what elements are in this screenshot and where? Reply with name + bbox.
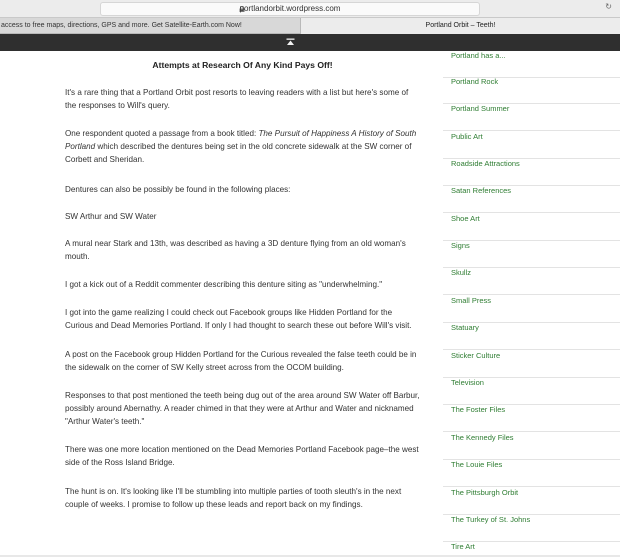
- sidebar-item-label: Roadside Attractions: [451, 159, 520, 168]
- url-field[interactable]: [100, 2, 480, 16]
- sidebar-item-skullz[interactable]: [443, 268, 620, 295]
- paragraph: There was one more location mentioned on the Dead Memories Portland Facebook page–the west side of the Ross Island Bridge.: [65, 445, 419, 468]
- tab-portland-orbit[interactable]: Portland Orbit – Teeth!: [300, 18, 620, 34]
- sidebar-item-statuary[interactable]: [443, 323, 620, 350]
- sidebar-item-portland-summer[interactable]: [443, 104, 620, 131]
- sidebar-item-television[interactable]: [443, 378, 620, 405]
- browser-address-bar: [0, 0, 620, 18]
- sidebar-item-label: Statuary: [451, 323, 479, 332]
- sidebar-item-label: Tire Art: [451, 542, 475, 551]
- scroll-top-icon[interactable]: [286, 38, 295, 47]
- sidebar-item-label: Sticker Culture: [451, 351, 501, 360]
- sidebar-item-label: The Pittsburgh Orbit: [451, 488, 519, 497]
- paragraph-text: One respondent quoted a passage from a book titled:: [65, 129, 259, 138]
- sidebar-item-the-foster-files[interactable]: [443, 405, 620, 432]
- sidebar-item-the-pittsburgh-orbit[interactable]: [443, 488, 620, 515]
- sidebar-item-signs[interactable]: [443, 241, 620, 268]
- paragraph: Dentures can also be possibly be found in the following places:: [65, 185, 291, 194]
- sidebar-item-label: Small Press: [451, 296, 492, 305]
- sidebar-item-label: The Turkey of St. Johns: [451, 515, 531, 524]
- sidebar-item-label: Portland Rock: [451, 77, 499, 86]
- sidebar-item-shoe-art[interactable]: [443, 214, 620, 241]
- sidebar-item-label: Portland Summer: [451, 104, 510, 113]
- paragraph: SW Arthur and SW Water: [65, 212, 157, 221]
- sidebar-item-label: The Kennedy Files: [451, 433, 514, 442]
- paragraph: [65, 127, 420, 167]
- paragraph: Responses to that post mentioned the teeth being dug out of the area around SW Water off Barbur, possibly around Abernathy. A reader chimed in that they were at Arthur and Water and nicknamed "Arthur Water's teeth.": [65, 391, 420, 427]
- paragraph-text: which described the dentures being set in the old concrete sidewalk at the SW corner of Corbett and Sheridan.: [65, 142, 412, 165]
- sidebar-item-public-art[interactable]: [443, 132, 620, 159]
- sidebar-item-label: Public Art: [451, 132, 483, 141]
- sidebar-item-label: Portland has a...: [451, 51, 506, 60]
- sidebar-item-label: The Louie Files: [451, 460, 503, 469]
- url-text: portlandorbit.wordpress.com: [239, 4, 341, 13]
- paragraph: A mural near Stark and 13th, was described as having a 3D denture flying from an old woman's mouth.: [65, 239, 406, 262]
- sidebar-item-portland-rock[interactable]: [443, 77, 620, 104]
- paragraph: The hunt is on. It's looking like I'll be stumbling into multiple parties of tooth sleuth's in the next couple of weeks. I promise to follow up these leads and report back on my findings.: [65, 487, 402, 510]
- paragraph: A post on the Facebook group Hidden Portland for the Curious revealed the false teeth could be in the sidewalk on the corner of SW Kelly street across from the OCOM building.: [65, 350, 417, 373]
- sidebar-item-portland-has[interactable]: [443, 51, 620, 78]
- section-title: Attempts at Research Of Any Kind Pays Off!: [152, 60, 333, 70]
- sidebar-item-label: Television: [451, 378, 484, 387]
- sidebar-item-label: Satan References: [451, 186, 512, 195]
- sidebar-item-the-louie-files[interactable]: [443, 460, 620, 487]
- sidebar-item-label: Signs: [451, 241, 470, 250]
- tab-satellite-earth[interactable]: access to free maps, directions, GPS and more. Get Satellite-Earth.com Now!: [1, 22, 242, 29]
- sidebar-item-the-kennedy-files[interactable]: [443, 433, 620, 460]
- sidebar-item-label: Shoe Art: [451, 214, 480, 223]
- sidebar-item-the-turkey-of-st-johns[interactable]: [443, 515, 620, 542]
- sidebar-item-label: The Foster Files: [451, 405, 506, 414]
- paragraph: I got into the game realizing I could check out Facebook groups like Hidden Portland for the Curious and Dead Memories Portland. If only I had thought to search these out before Will's visit.: [65, 308, 412, 331]
- reload-icon[interactable]: ↻: [605, 2, 612, 11]
- sidebar-item-sticker-culture[interactable]: [443, 351, 620, 378]
- sidebar-item-label: Skullz: [451, 268, 472, 277]
- sidebar-item-small-press[interactable]: [443, 296, 620, 323]
- sidebar-item-satan-references[interactable]: [443, 186, 620, 213]
- site-top-bar: [0, 34, 620, 51]
- sidebar-item-roadside-attractions[interactable]: [443, 159, 620, 186]
- tab-bar: [0, 18, 620, 34]
- paragraph: I got a kick out of a Reddit commenter describing this denture siting as "underwhelming.": [65, 280, 383, 289]
- paragraph: It's a rare thing that a Portland Orbit post resorts to leaving readers with a list but here's some of the responses to Will's query.: [65, 88, 409, 111]
- book-title: The Pursuit of Happiness A History of South Portland: [65, 129, 417, 152]
